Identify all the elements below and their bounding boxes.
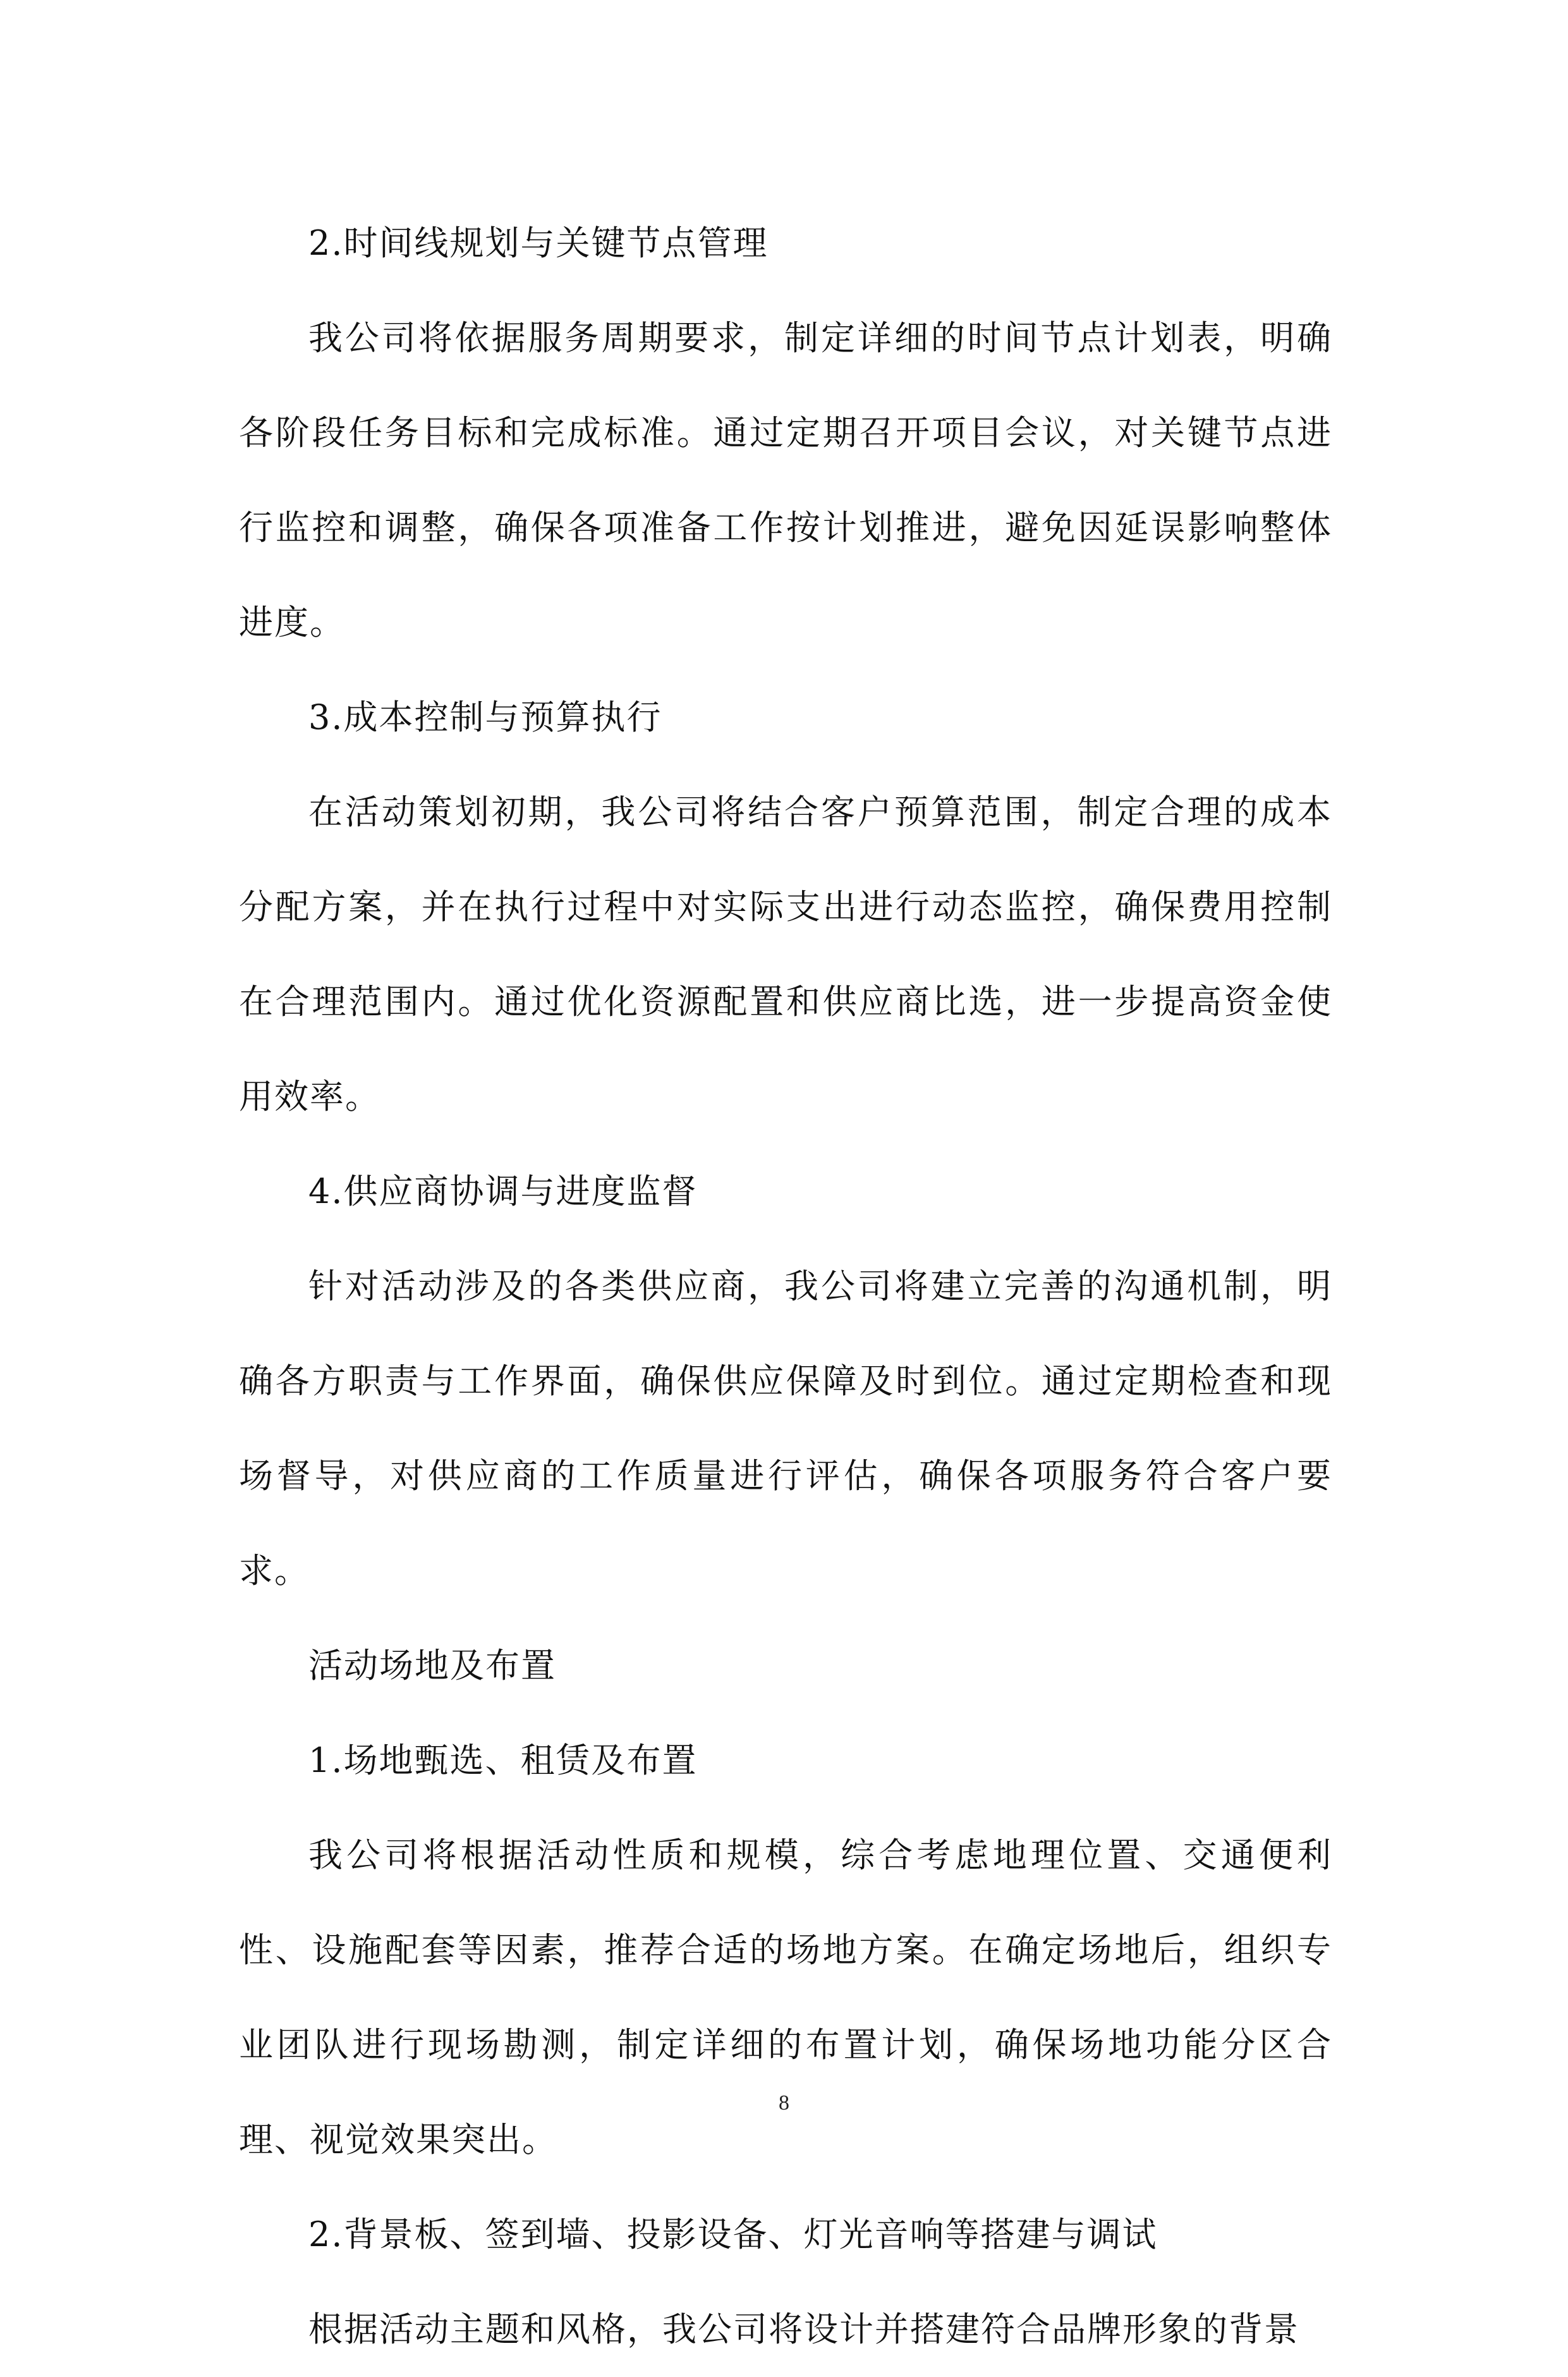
section-heading-supplier-coordination: 4.供应商协调与进度监督	[308, 1171, 698, 1211]
section-heading-timeline: 2.时间线规划与关键节点管理	[308, 223, 769, 263]
paragraph-venue-selection: 我公司将根据活动性质和规模，综合考虑地理位置、交通便利性、设施配套等因素，推荐合适的场地方案。在确定场地后，组织专业团队进行现场勘测，制定详细的布置计划，确保场地功能分区合理、视觉效果突出。	[239, 1835, 1332, 2160]
section-heading-venue-selection: 1.场地甄选、租赁及布置	[308, 1740, 698, 1780]
section-heading-stage-setup: 2.背景板、签到墙、投影设备、灯光音响等搭建与调试	[308, 2215, 1158, 2254]
paragraph-supplier-coordination: 针对活动涉及的各类供应商，我公司将建立完善的沟通机制，明确各方职责与工作界面，确保供应保障及时到位。通过定期检查和现场督导，对供应商的工作质量进行评估，确保各项服务符合客户要求。	[239, 1266, 1332, 1591]
paragraph-timeline: 我公司将依据服务周期要求，制定详细的时间节点计划表，明确各阶段任务目标和完成标准。通过定期召开项目会议，对关键节点进行监控和调整，确保各项准备工作按计划推进，避免因延误影响整体进度。	[239, 318, 1332, 642]
page-number: 8	[779, 2091, 789, 2115]
paragraph-cost-control: 在活动策划初期，我公司将结合客户预算范围，制定合理的成本分配方案，并在执行过程中对实际支出进行动态监控，确保费用控制在合理范围内。通过优化资源配置和供应商比选，进一步提高资金使用效率。	[239, 792, 1332, 1116]
section-heading-venue-layout: 活动场地及布置	[308, 1646, 556, 1685]
document-body	[239, 196, 1332, 2377]
paragraph-stage-setup: 根据活动主题和风格，我公司将设计并搭建符合品牌形象的背景	[308, 2309, 1299, 2349]
section-heading-cost-control: 3.成本控制与预算执行	[308, 697, 662, 737]
